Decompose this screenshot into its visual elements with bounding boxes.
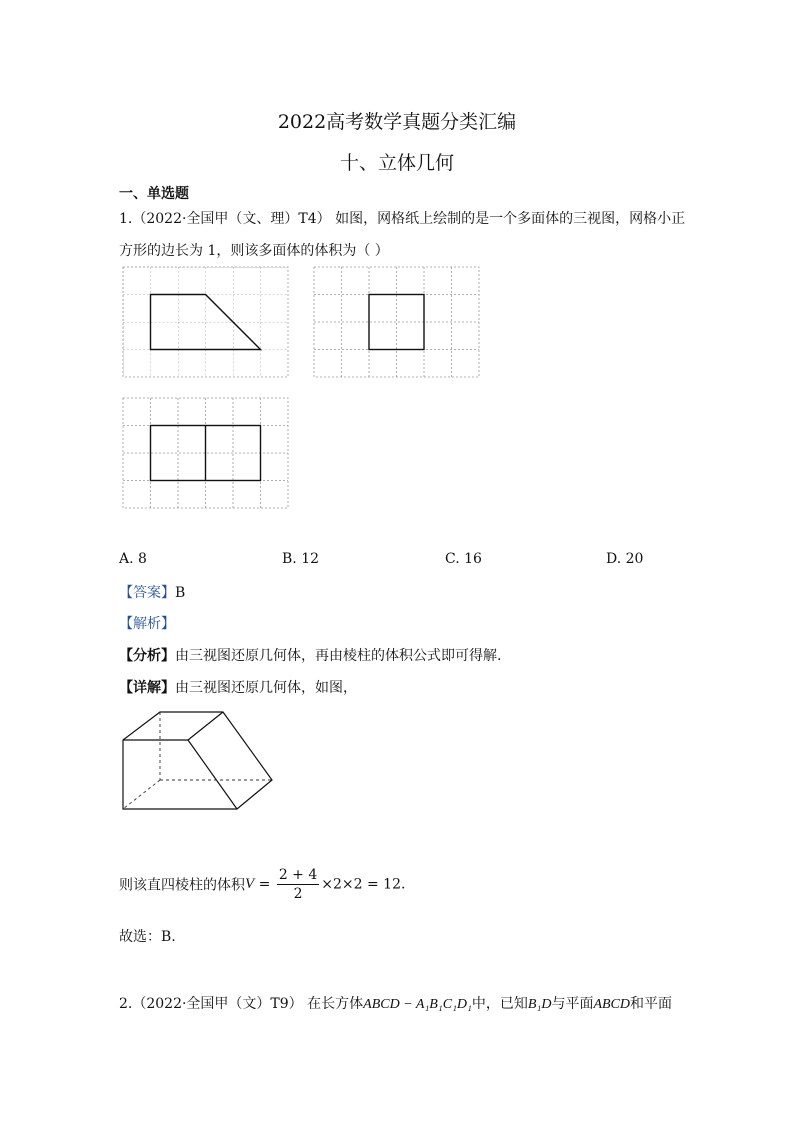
answer-value: B <box>175 585 186 601</box>
q2-expr1: ABCD − A₁B₁C₁D₁ <box>363 997 472 1012</box>
option-a: A. 8 <box>119 551 147 567</box>
analysis-row <box>119 613 175 633</box>
xiangjie-text: 由三视图还原几何体，如图， <box>175 680 357 696</box>
volume-end: . <box>401 876 406 893</box>
option-b: B. 12 <box>282 551 320 567</box>
fenxi-row <box>119 645 501 665</box>
q1-line1: 1.（2022·全国甲（文、理）T4） 如图，网格纸上绘制的是一个多面体的三视图，网格小正 <box>119 211 686 227</box>
q1-line2: 方形的边长为 1，则该多面体的体积为（ ） <box>119 243 389 259</box>
fraction-numerator: 2 + 4 <box>278 867 318 883</box>
answer-tag: 【答案】 <box>119 585 175 601</box>
q2-prefix: 2.（2022·全国甲（文）T9） 在长方体 <box>119 996 364 1012</box>
page-title: 2022高考数学真题分类汇编 <box>277 111 517 133</box>
section-heading: 一、单选题 <box>119 186 189 202</box>
answer-row <box>119 582 185 602</box>
side-view <box>314 267 479 377</box>
q2-mid: 中，已知 <box>471 996 528 1012</box>
analysis-tag: 【解析】 <box>119 616 175 632</box>
volume-fraction <box>277 866 319 903</box>
q2-mid2: 与平面 <box>551 996 594 1012</box>
volume-rest: ×2×2 = 12 <box>321 876 401 893</box>
q2-line1 <box>119 993 672 1013</box>
option-c: C. 16 <box>445 551 482 567</box>
q2-expr3: ABCD <box>593 997 631 1012</box>
fenxi-tag: 【分析】 <box>119 648 175 664</box>
volume-var: V <box>245 876 255 892</box>
front-view <box>123 267 288 377</box>
q2-tail: 和平面 <box>630 996 673 1012</box>
choice-line: 故选：B. <box>119 929 176 945</box>
fenxi-text: 由三视图还原几何体，再由棱柱的体积公式即可得解. <box>175 648 502 664</box>
solid-figure <box>123 712 272 809</box>
page-subtitle: 十、立体几何 <box>339 152 454 174</box>
volume-eq: = <box>254 876 275 893</box>
q2-expr2: B₁D <box>527 997 552 1012</box>
xiangjie-tag: 【详解】 <box>119 680 175 696</box>
volume-formula <box>119 866 405 903</box>
xiangjie-row <box>119 677 357 697</box>
fraction-denominator: 2 <box>293 886 303 902</box>
option-d: D. 20 <box>606 551 644 567</box>
volume-prefix: 则该直四棱柱的体积 <box>119 877 245 894</box>
top-view <box>123 398 288 508</box>
